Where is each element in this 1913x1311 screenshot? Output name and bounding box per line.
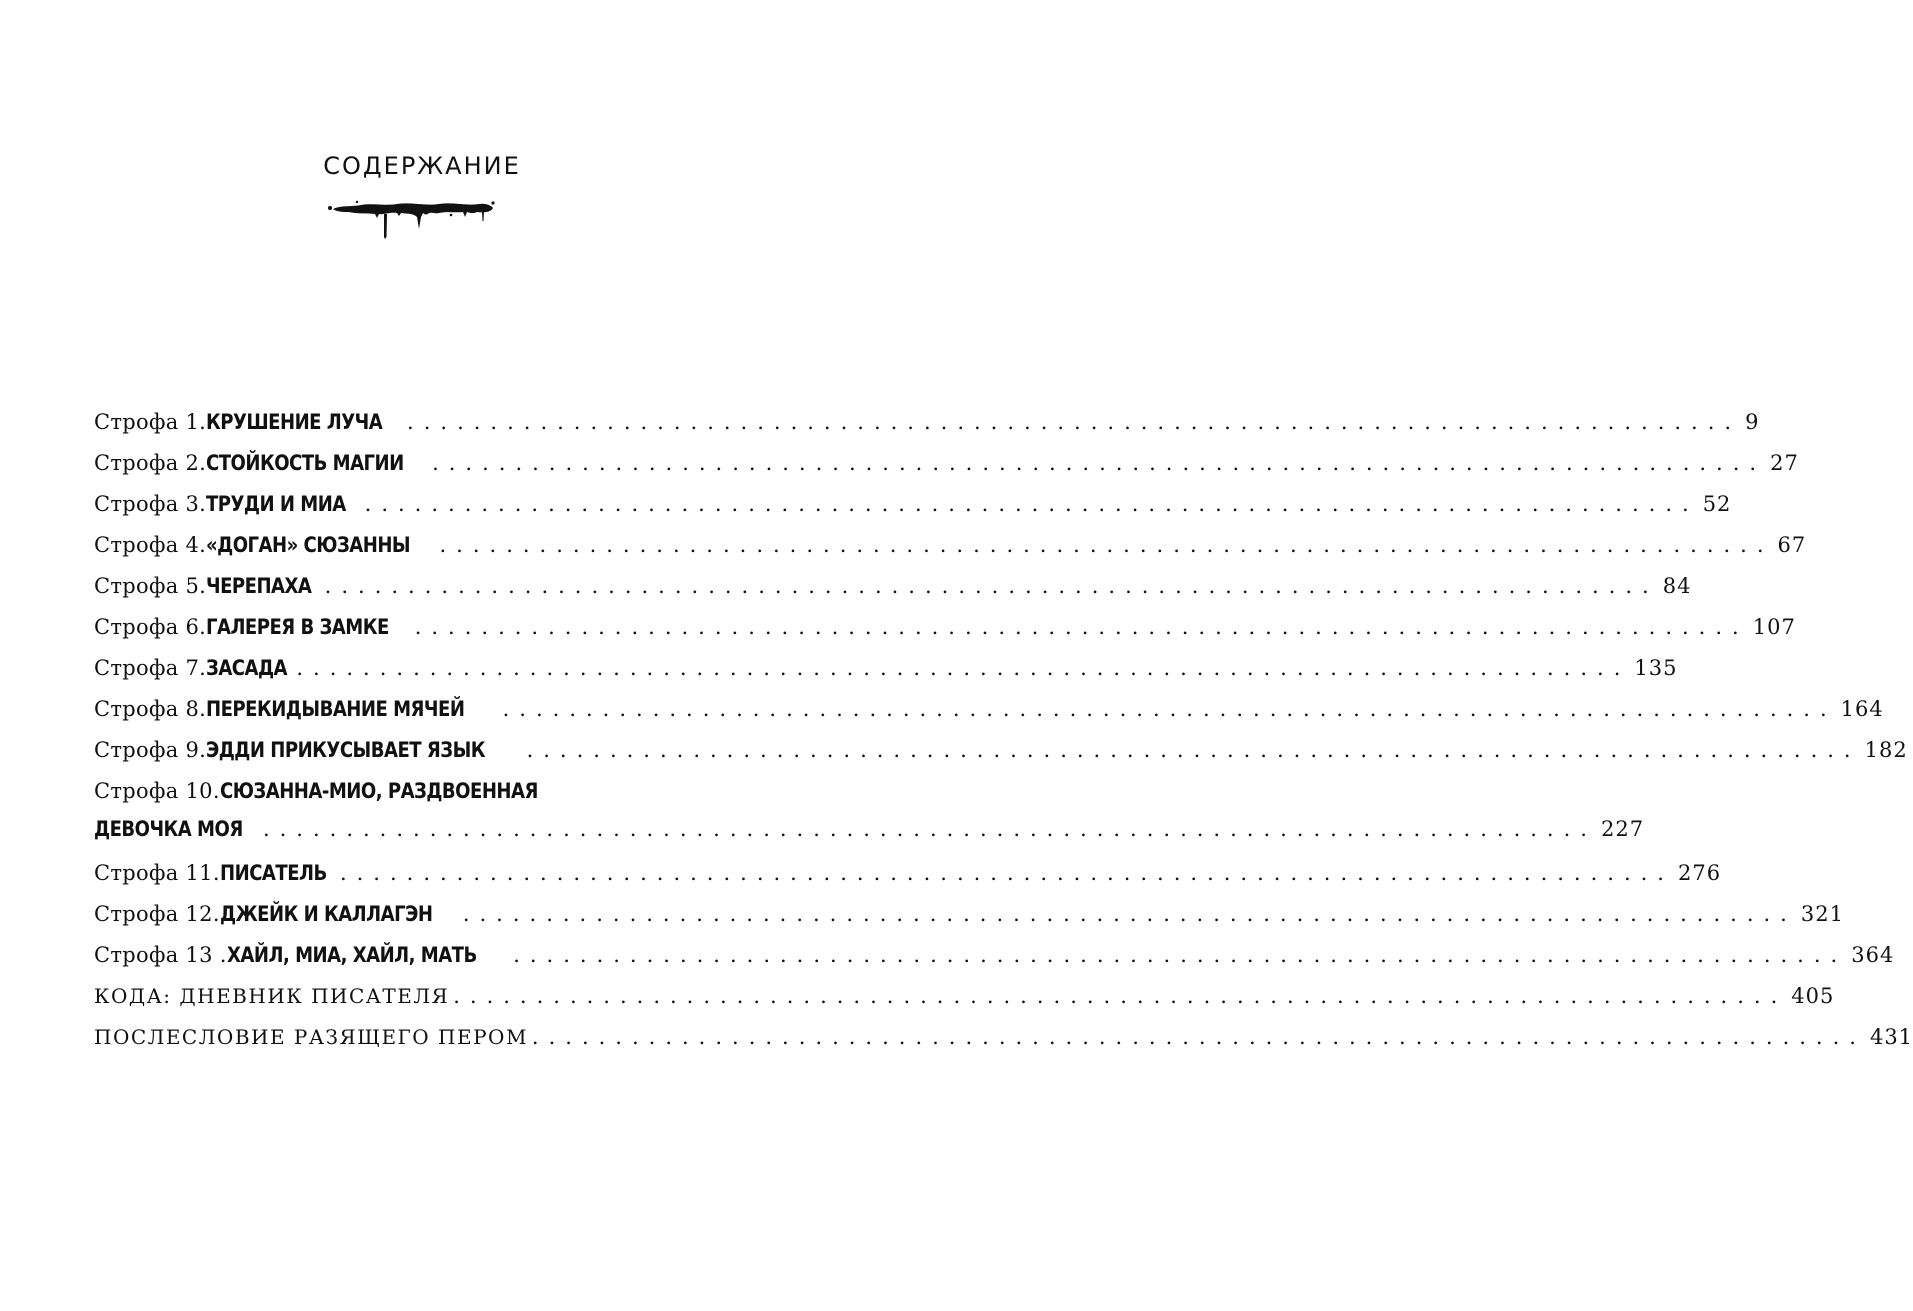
toc-entry-title: КРУШЕНИЕ ЛУЧА <box>206 410 383 434</box>
toc-entry-5[interactable] <box>94 574 1692 615</box>
toc-entry-page: 135 <box>1634 656 1678 680</box>
toc-entry-title: СТОЙКОСТЬ МАГИИ <box>206 451 404 475</box>
toc-entry-prefix: Строфа 11. <box>94 861 220 885</box>
toc-entry-prefix: Строфа 13 . <box>94 943 227 967</box>
toc-entry-title: ПОСЛЕСЛОВИЕ РАЗЯЩЕГО ПЕРОМ <box>94 1025 528 1049</box>
toc-entry-leader: ................................................................................ <box>432 451 1767 475</box>
toc-entry-leader: ................................................................................ <box>339 861 1674 885</box>
toc-entry-leader: ................................................................................ <box>531 1025 1866 1049</box>
toc-entry-prefix: Строфа 8. <box>94 697 207 721</box>
toc-entry-8[interactable] <box>94 697 1884 738</box>
toc-entry-title: ЗАСАДА <box>206 656 288 680</box>
toc-entry-2[interactable] <box>94 451 1799 492</box>
toc-entry-title-line2: ДЕВОЧКА МОЯ <box>94 817 243 841</box>
toc-entry-page: 364 <box>1851 943 1895 967</box>
toc-entry-prefix: Строфа 6. <box>94 615 207 639</box>
toc-entry-title: ГАЛЕРЕЯ В ЗАМКЕ <box>206 615 389 639</box>
toc-entry-coda[interactable] <box>94 984 1835 1025</box>
toc-entry-prefix: Строфа 9. <box>94 738 207 762</box>
toc-entry-page: 164 <box>1840 697 1884 721</box>
toc-entry-page: 227 <box>1600 817 1645 841</box>
toc-entry-page: 182 <box>1864 738 1908 762</box>
toc-entry-title: КОДА: ДНЕВНИК ПИСАТЕЛЯ <box>94 984 450 1008</box>
toc-entry-leader: ................................................................................ <box>462 902 1797 926</box>
toc-entry-title: ПЕРЕКИДЫВАНИЕ МЯЧЕЙ <box>206 697 465 721</box>
toc-entry-title: ДЖЕЙК И КАЛЛАГЭН <box>219 902 433 926</box>
toc-entry-leader: ................................................................................ <box>262 817 1597 841</box>
toc-entry-page: 405 <box>1791 984 1835 1008</box>
toc-entry-leader: ................................................................................ <box>407 410 1742 434</box>
toc-entry-13[interactable] <box>94 943 1895 984</box>
toc-entry-prefix: Строфа 10. <box>94 779 220 803</box>
toc-entry-page: 27 <box>1770 451 1799 475</box>
toc-entry-prefix: Строфа 5. <box>94 574 207 598</box>
toc-entry-6[interactable] <box>94 615 1796 656</box>
toc-entry-title: «ДОГАН» СЮЗАННЫ <box>206 533 411 557</box>
toc-entry-page: 107 <box>1752 615 1796 639</box>
toc-entry-4[interactable] <box>94 533 1807 574</box>
toc-entry-prefix: Строфа 12. <box>94 902 220 926</box>
toc-entry-title: ЭДДИ ПРИКУСЫВАЕТ ЯЗЫК <box>206 738 486 762</box>
toc-entry-leader: ................................................................................ <box>414 615 1749 639</box>
toc-entry-page: 321 <box>1800 902 1844 926</box>
toc-entry-page: 67 <box>1777 533 1807 557</box>
toc-entry-11[interactable] <box>94 861 1722 902</box>
toc-entry-page: 84 <box>1662 574 1692 598</box>
toc-entry-prefix: Строфа 1. <box>94 410 207 434</box>
toc-entry-afterword[interactable] <box>94 1025 1913 1066</box>
toc-entry-page: 276 <box>1677 861 1722 885</box>
toc-entry-title: ЧЕРЕПАХА <box>206 574 312 598</box>
toc-entry-prefix: Строфа 7. <box>94 656 207 680</box>
toc-entry-9[interactable] <box>94 738 1908 779</box>
ink-drip-ornament-icon <box>327 195 497 245</box>
toc-entry-title: ХАЙЛ, МИА, ХАЙЛ, МАТЬ <box>226 943 477 967</box>
toc-entry-7[interactable] <box>94 656 1678 697</box>
toc-entry-leader: ................................................................................ <box>502 697 1837 721</box>
toc-entry-leader: ................................................................................ <box>526 738 1861 762</box>
table-of-contents <box>94 410 1913 1066</box>
toc-entry-leader: ................................................................................ <box>324 574 1659 598</box>
toc-entry-10[interactable] <box>94 779 718 817</box>
toc-entry-page: 431 <box>1869 1025 1913 1049</box>
page-title: СОДЕРЖАНИЕ <box>323 152 521 180</box>
toc-entry-leader: ................................................................................ <box>453 984 1788 1008</box>
toc-entry-leader: ................................................................................ <box>439 533 1774 557</box>
toc-entry-page: 9 <box>1745 410 1760 434</box>
toc-entry-title: СЮЗАННА-МИО, РАЗДВОЕННАЯ <box>219 779 538 803</box>
toc-entry-leader: ................................................................................ <box>296 656 1631 680</box>
toc-entry-prefix: Строфа 4. <box>94 533 207 557</box>
toc-entry-prefix: Строфа 3. <box>94 492 207 516</box>
toc-entry-12[interactable] <box>94 902 1844 943</box>
toc-entry-title: ТРУДИ И МИА <box>206 492 346 516</box>
toc-entry-10-continued[interactable] <box>94 817 1645 861</box>
toc-entry-page: 52 <box>1702 492 1732 516</box>
toc-entry-prefix: Строфа 2. <box>94 451 207 475</box>
toc-entry-3[interactable] <box>94 492 1732 533</box>
toc-entry-1[interactable] <box>94 410 1760 451</box>
toc-entry-leader: ................................................................................ <box>513 943 1848 967</box>
toc-entry-leader: ................................................................................ <box>364 492 1699 516</box>
toc-entry-title: ПИСАТЕЛЬ <box>219 861 327 885</box>
